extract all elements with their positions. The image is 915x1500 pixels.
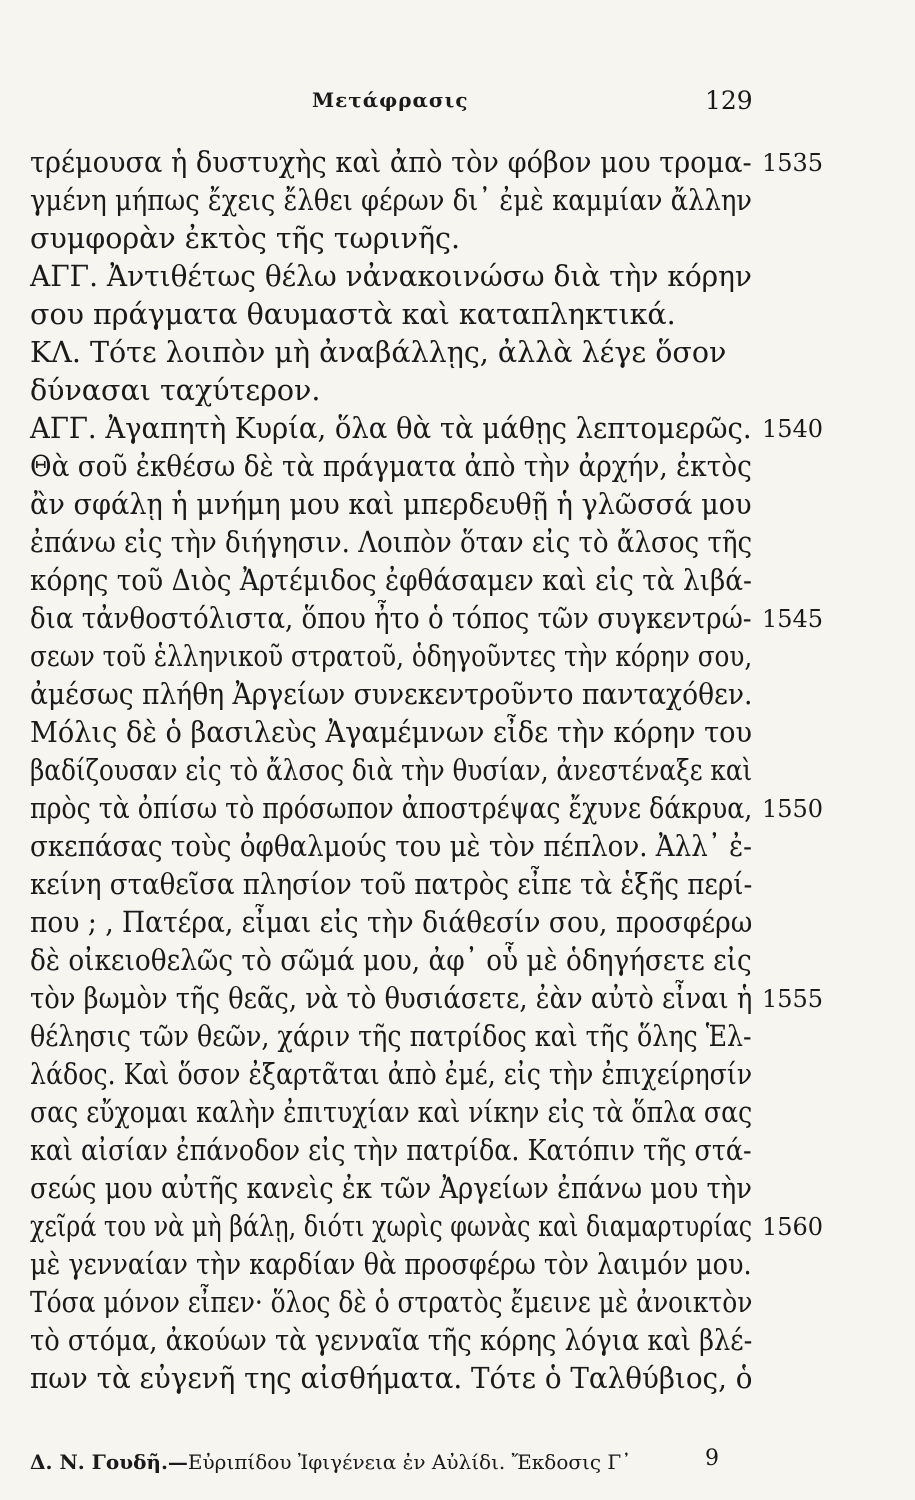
text-line: που ; , Πατέρα, εἶμαι εἰς τὴν διάθεσίν σου, προσφέρω bbox=[30, 906, 753, 939]
footer-title: Εὐριπίδου Ἰφιγένεια ἐν Αὐλίδι. Ἔκδοσις Γ᾽ bbox=[187, 1450, 632, 1474]
text-line: κόρης τοῦ Διὸς Ἀρτέμιδος ἐφθάσαμεν καὶ εἰς τὰ λιβά- bbox=[30, 564, 752, 597]
text-line: ἀμέσως πλήθη Ἀργείων συνεκεντροῦντο πανταχόθεν. bbox=[30, 678, 753, 711]
line-number: 1545 bbox=[762, 605, 824, 633]
page-header bbox=[0, 88, 915, 128]
sheet-number: 9 bbox=[705, 1446, 719, 1471]
text-line: ἐπάνω εἰς τὴν διήγησιν. Λοιπὸν ὅταν εἰς τὸ ἄλσος τῆς bbox=[30, 526, 753, 559]
text-line: θέλησις τῶν θεῶν, χάριν τῆς πατρίδος καὶ τῆς ὅλης Ἑλ- bbox=[30, 1020, 752, 1053]
text-line: Μόλις δὲ ὁ βασιλεὺς Ἀγαμέμνων εἶδε τὴν κόρην του bbox=[30, 716, 753, 749]
text-line: ΑΓΓ. Ἀντιθέτως θέλω νἀνακοινώσω διὰ τὴν κόρην bbox=[30, 260, 752, 293]
text-line: λάδος. Καὶ ὅσον ἐξαρτᾶται ἀπὸ ἐμέ, εἰς τὴν ἐπιχείρησίν bbox=[30, 1058, 753, 1091]
footer-signature: Δ. Ν. Γουδῆ.— bbox=[30, 1450, 188, 1474]
running-title: Μετάφρασις bbox=[312, 88, 469, 112]
text-line: σεώς μου αὐτῆς κανεὶς ἐκ τῶν Ἀργείων ἐπάνω μου τὴν bbox=[30, 1172, 752, 1205]
text-line: κείνη σταθεῖσα πλησίον τοῦ πατρὸς εἶπε τὰ ἑξῆς περί- bbox=[30, 868, 753, 901]
text-line: σεων τοῦ ἑλληνικοῦ στρατοῦ, ὁδηγοῦντες τὴν κόρην σου, bbox=[30, 640, 753, 673]
text-line: χεῖρά του νὰ μὴ βάλῃ, διότι χωρὶς φωνὰς καὶ διαμαρτυρίας bbox=[30, 1210, 753, 1243]
text-line: τὸν βωμὸν τῆς θεᾶς, νὰ τὸ θυσιάσετε, ἐὰν αὐτὸ εἶναι ἡ bbox=[30, 982, 753, 1015]
page-number: 129 bbox=[705, 86, 753, 115]
line-number: 1555 bbox=[762, 985, 824, 1013]
text-line: πων τὰ εὐγενῆ της αἰσθήματα. Τότε ὁ Ταλθύβιος, ὁ bbox=[30, 1362, 753, 1395]
text-line: σας εὔχομαι καλὴν ἐπιτυχίαν καὶ νίκην εἰς τὰ ὅπλα σας bbox=[30, 1096, 753, 1129]
line-number: 1560 bbox=[762, 1213, 824, 1241]
text-line: γμένη μήπως ἔχεις ἔλθει φέρων δι᾽ ἐμὲ καμμίαν ἄλλην bbox=[30, 184, 752, 217]
text-line: μὲ γενναίαν τὴν καρδίαν θὰ προσφέρω τὸν λαιμόν μου. bbox=[30, 1248, 752, 1281]
text-line: τρέμουσα ἡ δυστυχὴς καὶ ἀπὸ τὸν φόβον μου τρομα- bbox=[30, 146, 752, 179]
line-number: 1540 bbox=[762, 415, 824, 443]
text-line: σου πράγματα θαυμαστὰ καὶ καταπληκτικά. bbox=[30, 298, 676, 331]
text-line: Τόσα μόνον εἶπεν· ὅλος δὲ ὁ στρατὸς ἔμεινε μὲ ἀνοικτὸν bbox=[30, 1286, 753, 1319]
text-line: βαδίζουσαν εἰς τὸ ἄλσος διὰ τὴν θυσίαν, ἀνεστέναξε καὶ bbox=[30, 754, 753, 787]
line-number: 1550 bbox=[762, 795, 824, 823]
text-line: καὶ αἰσίαν ἐπάνοδον εἰς τὴν πατρίδα. Κατόπιν τῆς στά- bbox=[30, 1134, 752, 1167]
text-line: ΑΓΓ. Ἀγαπητὴ Κυρία, ὅλα θὰ τὰ μάθῃς λεπτομερῶς. bbox=[30, 412, 752, 445]
page-footer bbox=[30, 1446, 719, 1474]
text-line: σκεπάσας τοὺς ὀφθαλμούς του μὲ τὸν πέπλον. Ἀλλ᾽ ἐ- bbox=[30, 830, 752, 863]
text-line: συμφορὰν ἐκτὸς τῆς τωρινῆς. bbox=[30, 222, 461, 255]
text-line: δὲ οἰκειοθελῶς τὸ σῶμά μου, ἀφ᾽ οὗ μὲ ὁδηγήσετε εἰς bbox=[30, 944, 752, 977]
text-line: ἂν σφάλῃ ἡ μνήμη μου καὶ μπερδευθῇ ἡ γλῶσσά μου bbox=[30, 488, 752, 521]
line-number: 1535 bbox=[762, 149, 824, 177]
text-line: δύνασαι ταχύτερον. bbox=[30, 374, 321, 407]
text-line: ΚΛ. Τότε λοιπὸν μὴ ἀναβάλλῃς, ἀλλὰ λέγε ὅσον bbox=[30, 336, 727, 369]
text-line: πρὸς τὰ ὀπίσω τὸ πρόσωπον ἀποστρέψας ἔχυνε δάκρυα, bbox=[30, 792, 753, 825]
text-line: τὸ στόμα, ἀκούων τὰ γενναῖα τῆς κόρης λόγια καὶ βλέ- bbox=[30, 1324, 753, 1357]
text-line: Θὰ σοῦ ἐκθέσω δὲ τὰ πράγματα ἀπὸ τὴν ἀρχήν, ἐκτὸς bbox=[30, 450, 752, 483]
text-line: δια τἀνθοστόλιστα, ὅπου ἦτο ὁ τόπος τῶν συγκεντρώ- bbox=[30, 602, 752, 635]
